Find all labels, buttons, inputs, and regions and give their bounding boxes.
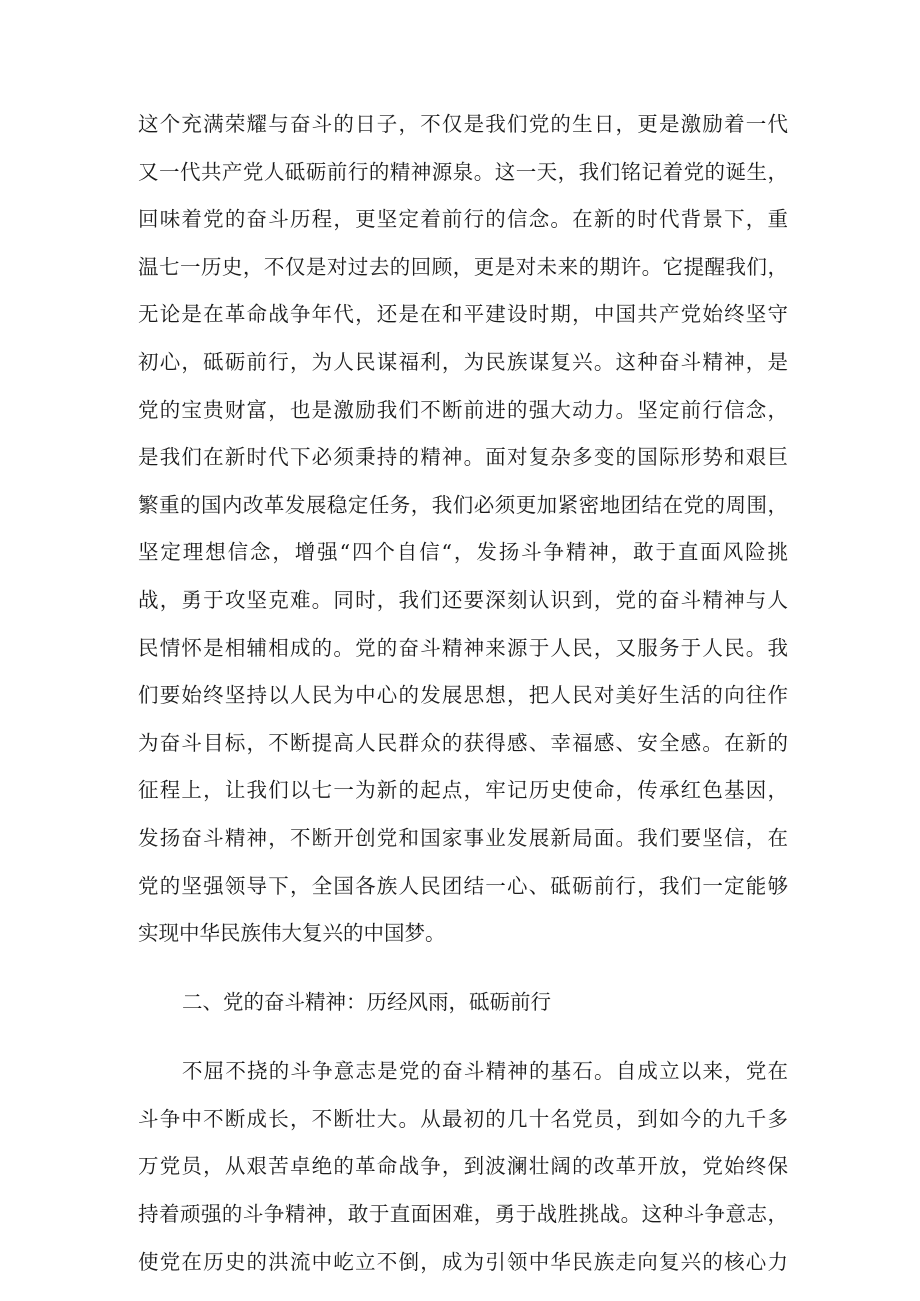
paragraph-1-line: 发扬奋斗精神，不断开创党和国家事业发展新局面。我们要坚信，在 bbox=[138, 826, 788, 850]
paragraph-1-line: 党的宝贵财富，也是激励我们不断前进的强大动力。坚定前行信念， bbox=[138, 398, 788, 422]
paragraph-2-line: 使党在历史的洪流中屹立不倒，成为引领中华民族走向复兴的核心力 bbox=[138, 1250, 788, 1274]
paragraph-1-line: 初心，砥砺前行，为人民谋福利，为民族谋复兴。这种奋斗精神，是 bbox=[138, 350, 788, 374]
paragraph-1-line: 民情怀是相辅相成的。党的奋斗精神来源于人民，又服务于人民。我 bbox=[138, 636, 788, 660]
paragraph-1-line: 党的坚强领导下，全国各族人民团结一心、砥砺前行，我们一定能够 bbox=[138, 874, 788, 898]
paragraph-1-line: 征程上，让我们以七一为新的起点，牢记历史使命，传承红色基因， bbox=[138, 778, 788, 802]
paragraph-1-line: 无论是在革命战争年代，还是在和平建设时期，中国共产党始终坚守 bbox=[138, 302, 788, 326]
paragraph-1-line: 们要始终坚持以人民为中心的发展思想，把人民对美好生活的向往作 bbox=[138, 683, 788, 707]
paragraph-2-line: 万党员，从艰苦卓绝的革命战争，到波澜壮阔的改革开放，党始终保 bbox=[138, 1154, 788, 1178]
paragraph-2-line: 持着顽强的斗争精神，敢于直面困难，勇于战胜挑战。这种斗争意志， bbox=[138, 1202, 788, 1226]
paragraph-1-line: 又一代共产党人砥砺前行的精神源泉。这一天，我们铭记着党的诞生， bbox=[138, 160, 788, 184]
paragraph-2-line: 斗争中不断成长，不断壮大。从最初的几十名党员，到如今的九千多 bbox=[138, 1107, 788, 1131]
paragraph-1-line: 这个充满荣耀与奋斗的日子，不仅是我们党的生日，更是激励着一代 bbox=[138, 112, 788, 136]
paragraph-1-line: 坚定理想信念，增强“四个自信“，发扬斗争精神，敢于直面风险挑 bbox=[138, 540, 788, 564]
section-heading: 二、党的奋斗精神：历经风雨，砥砺前行 bbox=[182, 990, 551, 1014]
paragraph-1-line: 是我们在新时代下必须秉持的精神。面对复杂多变的国际形势和艰巨 bbox=[138, 445, 788, 469]
paragraph-1-line: 战，勇于攻坚克难。同时，我们还要深刻认识到，党的奋斗精神与人 bbox=[138, 588, 788, 612]
paragraph-1-line: 为奋斗目标，不断提高人民群众的获得感、幸福感、安全感。在新的 bbox=[138, 731, 788, 755]
paragraph-1-line: 繁重的国内改革发展稳定任务，我们必须更加紧密地团结在党的周围， bbox=[138, 493, 788, 517]
paragraph-1-line: 实现中华民族伟大复兴的中国梦。 bbox=[138, 921, 446, 945]
paragraph-1-line: 回味着党的奋斗历程，更坚定着前行的信念。在新的时代背景下，重 bbox=[138, 207, 788, 231]
paragraph-2-line: 不屈不挠的斗争意志是党的奋斗精神的基石。自成立以来，党在 bbox=[182, 1059, 788, 1083]
paragraph-1-line: 温七一历史，不仅是对过去的回顾，更是对未来的期许。它提醒我们， bbox=[138, 255, 788, 279]
